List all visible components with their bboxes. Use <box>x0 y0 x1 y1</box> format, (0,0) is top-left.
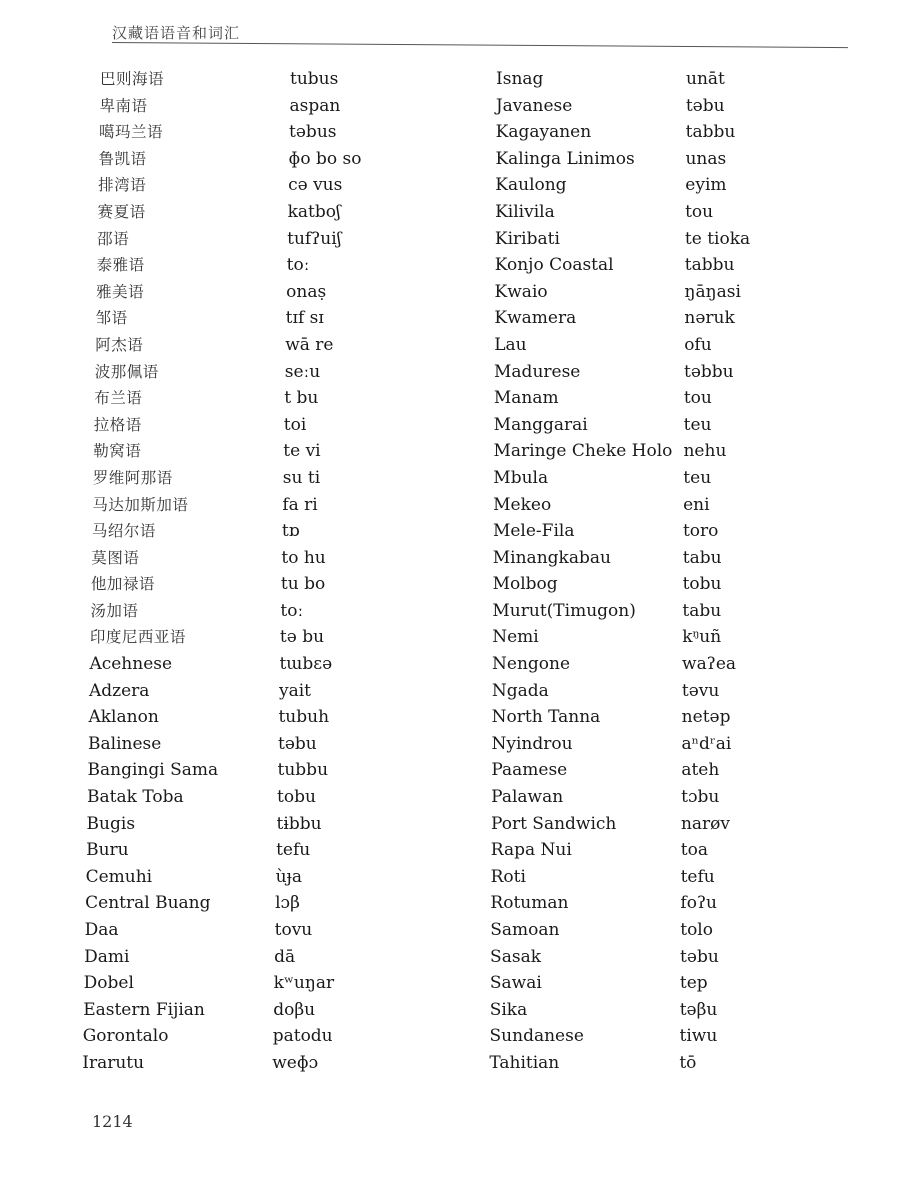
word-form: təbbu <box>684 361 734 382</box>
word-form: tubus <box>290 69 339 89</box>
language-name: Maringe Cheke Holo <box>493 441 673 462</box>
word-form: fa ri <box>282 494 318 515</box>
language-name: 印度尼西亚语 <box>89 628 186 647</box>
word-form: tabbu <box>684 255 735 276</box>
language-name: 莫图语 <box>91 548 140 567</box>
language-name: 邹语 <box>95 309 128 328</box>
entry-row <box>83 1023 443 1050</box>
language-name: 马绍尔语 <box>91 522 156 541</box>
entry-row <box>496 119 776 146</box>
language-name: Murut(Timugon) <box>492 600 636 621</box>
language-name: Dobel <box>83 973 134 994</box>
entry-row <box>493 518 773 545</box>
word-form: toro <box>682 521 719 542</box>
entry-row <box>94 412 454 439</box>
language-name: Roti <box>490 866 526 887</box>
language-name: Central Buang <box>85 893 211 914</box>
entry-row <box>86 864 446 891</box>
word-form: təbus <box>289 122 337 143</box>
entry-row <box>491 811 771 838</box>
word-form: tabu <box>682 547 722 568</box>
word-form: lɔβ <box>275 893 300 914</box>
word-form: unas <box>685 148 727 169</box>
word-form: to hu <box>281 547 326 568</box>
language-name: Sasak <box>490 946 542 967</box>
language-name: Nemi <box>492 627 539 648</box>
word-form: tovu <box>274 920 313 940</box>
language-name: Dami <box>84 946 130 967</box>
language-name: Minangkabau <box>492 547 611 568</box>
word-form: tiwu <box>679 1026 718 1047</box>
word-form: təbu <box>680 946 719 967</box>
word-form: toi <box>283 414 307 435</box>
entry-row <box>94 385 454 412</box>
entry-row <box>492 704 772 731</box>
word-form: tobu <box>682 574 722 595</box>
word-form: weɸɔ <box>272 1052 319 1073</box>
entry-row <box>496 66 776 93</box>
language-name: Mekeo <box>493 494 552 515</box>
entry-row <box>495 146 775 173</box>
entry-row <box>494 412 774 439</box>
word-form: eyim <box>685 175 727 196</box>
word-form: tubuh <box>278 707 330 728</box>
word-form: seːu <box>284 361 321 382</box>
word-form: toa <box>680 840 708 861</box>
language-name: 拉格语 <box>93 415 142 434</box>
language-name: Kiribati <box>494 228 560 249</box>
word-form: ɸo bo so <box>288 148 362 169</box>
language-name: 巴则海语 <box>100 70 165 88</box>
entry-row <box>489 1050 769 1077</box>
word-form: netəp <box>681 707 731 728</box>
language-name: Molbog <box>492 574 558 595</box>
language-name: Konjo Coastal <box>494 255 614 276</box>
word-form: ŋāŋasi <box>684 281 741 302</box>
word-form: waʔea <box>682 654 737 675</box>
entry-row <box>88 757 448 784</box>
entry-row <box>494 385 774 412</box>
word-form: ofu <box>684 334 712 355</box>
word-form: tabu <box>682 600 722 621</box>
entry-row <box>490 890 770 917</box>
language-name: Kalinga Linimos <box>495 148 635 169</box>
entry-row <box>84 944 444 971</box>
entry-row <box>91 571 451 598</box>
entry-row <box>98 199 458 226</box>
language-name: Gorontalo <box>82 1026 169 1047</box>
language-name: Kilivila <box>495 201 555 222</box>
language-name: Port Sandwich <box>490 813 617 834</box>
entry-row <box>96 305 456 332</box>
entry-row <box>493 492 773 519</box>
entry-row <box>87 811 447 838</box>
word-form: narøv <box>680 813 731 834</box>
right-word-list <box>489 66 776 1077</box>
word-form: tou <box>683 388 712 409</box>
word-form: aspan <box>289 95 341 116</box>
language-name: 卑南语 <box>99 96 148 115</box>
word-form: tubbu <box>277 760 329 781</box>
language-name: 赛夏语 <box>97 202 146 221</box>
entry-row <box>490 944 770 971</box>
language-name: Aklanon <box>88 707 159 728</box>
language-name: Mele-Fila <box>492 521 575 542</box>
language-name: Tahitian <box>489 1052 560 1073</box>
entry-row <box>491 757 771 784</box>
word-form: unāt <box>686 69 725 89</box>
word-form: te tioka <box>684 228 751 249</box>
word-form: tu bo <box>280 574 326 595</box>
language-name: Nyindrou <box>491 733 573 754</box>
entry-row <box>90 598 450 625</box>
word-form: tefu <box>276 840 311 861</box>
entry-row <box>495 252 775 279</box>
word-form: tep <box>679 973 708 994</box>
word-form: foʔu <box>680 893 718 914</box>
entry-row <box>96 279 456 306</box>
word-form: teu <box>683 467 712 488</box>
word-form: aⁿdʳai <box>681 733 732 754</box>
language-name: 布兰语 <box>94 389 143 408</box>
language-name: Sundanese <box>489 1026 584 1047</box>
language-name: Isnag <box>496 69 544 89</box>
language-name: Buru <box>86 840 129 861</box>
language-name: 泰雅语 <box>96 256 145 275</box>
entry-row <box>93 465 453 492</box>
word-form: nəruk <box>684 308 735 329</box>
entry-row <box>99 146 459 173</box>
word-form: nehu <box>683 441 727 462</box>
language-name: Acehnese <box>89 654 173 675</box>
left-word-list <box>82 66 460 1077</box>
language-name: 勒窝语 <box>93 442 142 461</box>
language-name: Daa <box>84 920 119 940</box>
entry-row <box>495 226 775 253</box>
word-form: patodu <box>272 1026 333 1047</box>
entry-row <box>495 199 775 226</box>
language-name: Bangingi Sama <box>87 760 219 781</box>
language-name: Irarutu <box>82 1052 145 1073</box>
word-form: t bu <box>284 388 319 409</box>
entry-row <box>99 119 459 146</box>
entry-row <box>495 279 775 306</box>
language-name: 阿杰语 <box>95 335 144 354</box>
entry-row <box>95 332 455 359</box>
entry-row <box>490 970 770 997</box>
word-form: toː <box>280 600 304 621</box>
word-form: tou <box>685 201 714 222</box>
entry-row <box>493 571 773 598</box>
entry-row <box>91 545 451 572</box>
word-form: tō <box>679 1052 697 1073</box>
language-name: Cemuhi <box>85 866 153 887</box>
word-form: yait <box>278 680 311 701</box>
language-name: Paamese <box>491 760 568 781</box>
language-name: Mbula <box>493 467 549 488</box>
language-name: Rapa Nui <box>490 840 572 861</box>
word-form: təvu <box>681 680 720 701</box>
entry-row <box>492 598 772 625</box>
language-name: 鲁凯语 <box>98 149 147 168</box>
word-form: təbu <box>685 95 725 116</box>
entry-row <box>90 624 450 651</box>
word-form: doβu <box>273 999 316 1020</box>
entry-row <box>89 678 449 705</box>
word-form: toː <box>286 255 310 276</box>
word-form: tɒ <box>281 521 300 542</box>
language-name: Palawan <box>491 787 564 808</box>
entry-row <box>491 837 771 864</box>
entry-row <box>495 172 775 199</box>
entry-row <box>492 624 772 651</box>
language-name: 波那佩语 <box>94 362 159 381</box>
word-form: tobu <box>277 787 316 808</box>
word-form: təβu <box>679 999 718 1020</box>
language-name: Kwaio <box>494 281 548 302</box>
word-form: kᵑuñ <box>682 627 722 648</box>
entry-row <box>490 1023 770 1050</box>
running-header: 汉藏语语音和词汇 <box>112 24 241 42</box>
entry-row <box>83 997 443 1024</box>
entry-row <box>89 651 449 678</box>
language-name: Sawai <box>489 973 542 994</box>
entry-row <box>490 917 770 944</box>
language-name: 汤加语 <box>90 601 139 620</box>
language-name: Kagayanen <box>495 122 592 143</box>
word-form: tefu <box>680 866 715 887</box>
entry-row <box>88 731 448 758</box>
language-name: Batak Toba <box>87 787 184 808</box>
word-form: ùɟa <box>275 866 303 887</box>
entry-row <box>85 917 445 944</box>
word-form: onaṣ <box>286 281 327 302</box>
language-name: 雅美语 <box>96 282 145 301</box>
language-name: Samoan <box>490 920 560 940</box>
language-name: 罗维阿那语 <box>92 468 173 487</box>
word-form: dā <box>274 946 296 967</box>
entry-row <box>92 518 452 545</box>
language-name: Manggarai <box>493 414 588 435</box>
entry-row <box>494 359 774 386</box>
language-name: Kaulong <box>495 175 567 196</box>
language-name: Javanese <box>495 95 573 116</box>
word-form: təbu <box>278 733 317 754</box>
language-name: Eastern Fijian <box>83 999 205 1020</box>
word-form: tɪf sɪ <box>285 308 324 329</box>
word-form: su ti <box>282 467 321 488</box>
entry-row <box>97 226 457 253</box>
language-name: Rotuman <box>490 893 569 914</box>
entry-row <box>493 465 773 492</box>
entry-row <box>82 1050 442 1077</box>
entry-row <box>494 305 774 332</box>
entry-row <box>496 93 776 120</box>
entry-row <box>100 66 460 93</box>
entry-row <box>97 252 457 279</box>
language-name: Adzera <box>88 680 150 701</box>
entry-row <box>493 438 773 465</box>
language-name: Lau <box>494 334 527 355</box>
word-form: tabbu <box>685 122 736 143</box>
entry-row <box>92 492 452 519</box>
entry-row <box>100 93 460 120</box>
language-name: Ngada <box>491 680 549 701</box>
language-name: 马达加斯加语 <box>92 495 189 514</box>
entry-row <box>95 359 455 386</box>
word-form: tɨbbu <box>276 813 322 834</box>
entry-row <box>492 678 772 705</box>
entry-row <box>493 545 773 572</box>
entry-row <box>491 784 771 811</box>
entry-row <box>85 890 445 917</box>
language-name: Kwamera <box>494 308 577 329</box>
entry-row <box>491 864 771 891</box>
entry-row <box>494 332 774 359</box>
entry-row <box>87 784 447 811</box>
word-form: tufʔuiʃ <box>287 228 342 249</box>
entry-row <box>492 731 772 758</box>
entry-row <box>492 651 772 678</box>
language-name: North Tanna <box>491 707 601 728</box>
entry-row <box>86 837 446 864</box>
language-name: Balinese <box>88 733 162 754</box>
language-name: 排湾语 <box>98 176 147 195</box>
entry-row <box>93 438 453 465</box>
word-form: cə vus <box>288 175 343 196</box>
word-form: te vi <box>283 441 321 462</box>
entry-row <box>490 997 770 1024</box>
word-form: tɯbɛə <box>279 654 333 675</box>
language-name: 邵语 <box>97 229 130 248</box>
word-form: ateh <box>681 760 720 781</box>
language-name: 噶玛兰语 <box>99 123 164 142</box>
word-form: katboʃ <box>287 201 341 222</box>
entry-row <box>88 704 448 731</box>
entry-row <box>98 172 458 199</box>
entry-row <box>84 970 444 997</box>
word-form: wā re <box>285 334 334 355</box>
header-rule <box>112 42 848 48</box>
word-form: teu <box>683 414 712 435</box>
word-form: tɔbu <box>681 787 720 808</box>
language-name: Madurese <box>494 361 581 382</box>
language-name: Sika <box>489 999 528 1020</box>
word-form: eni <box>683 494 710 515</box>
language-name: Manam <box>493 388 559 409</box>
language-name: Bugis <box>86 813 136 834</box>
language-name: 他加禄语 <box>90 575 155 594</box>
word-form: kʷuŋar <box>273 973 335 994</box>
word-form: tolo <box>680 920 713 940</box>
page-number: 1214 <box>92 1112 133 1131</box>
word-form: tə bu <box>279 627 325 648</box>
language-name: Nengone <box>492 654 571 675</box>
